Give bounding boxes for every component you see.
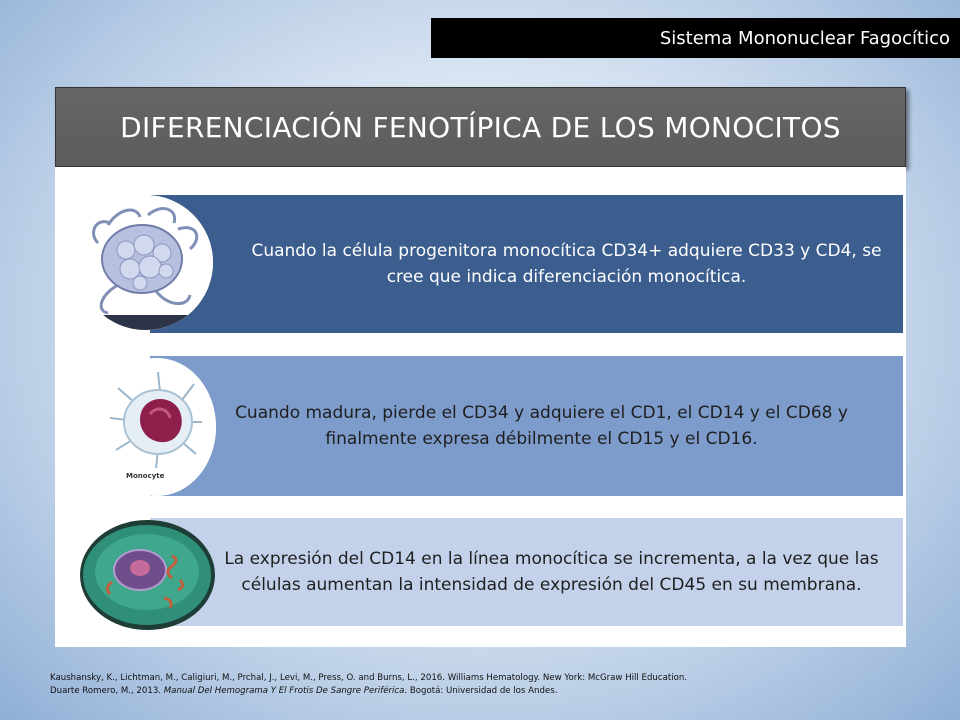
list-item-3-text: La expresión del CD14 en la línea monocítica se incrementa, a la vez que las células aumentan la intensidad de expresión del CD45 en su membrana. xyxy=(224,549,879,595)
section-tag xyxy=(431,18,960,58)
slide-title xyxy=(55,87,906,167)
section-tag-label: Sistema Mononuclear Fagocítico xyxy=(659,27,950,49)
monocyte-cell-icon xyxy=(98,358,216,496)
citation-2-prefix: Duarte Romero, M., 2013. xyxy=(50,686,164,696)
slide-title-text: DIFERENCIACIÓN FENOTÍPICA DE LOS MONOCITOS xyxy=(120,110,841,144)
citation-1: Kaushansky, K., Lichtman, M., Caligiuri, M., Prchal, J., Levi, M., Press, O. and Burns, L., 2016. Williams Hematology. New York: McGraw Hill Education. xyxy=(50,673,688,683)
monocyte-caption: Monocyte xyxy=(126,472,165,480)
list-item-2-text: Cuando madura, pierde el CD34 y adquiere el CD1, el CD14 y el CD68 y finalmente expresa débilmente el CD15 y el CD16. xyxy=(235,403,848,449)
list-item-2 xyxy=(150,356,903,496)
list-item-1-text: Cuando la célula progenitora monocítica CD34+ adquiere CD33 y CD4, se cree que indica diferenciación monocítica. xyxy=(251,241,882,287)
citation-2-title: Manual Del Hemograma Y El Frotis De Sangre Periférica xyxy=(163,686,405,696)
citation-2 xyxy=(50,685,930,698)
list-item-1 xyxy=(150,195,903,333)
monocyte-illustration-icon xyxy=(78,195,213,330)
citations xyxy=(50,672,930,698)
citation-2-suffix: . Bogotá: Universidad de los Andes. xyxy=(404,686,558,696)
cell-3d-icon xyxy=(80,520,215,630)
list-item-3 xyxy=(150,518,903,626)
